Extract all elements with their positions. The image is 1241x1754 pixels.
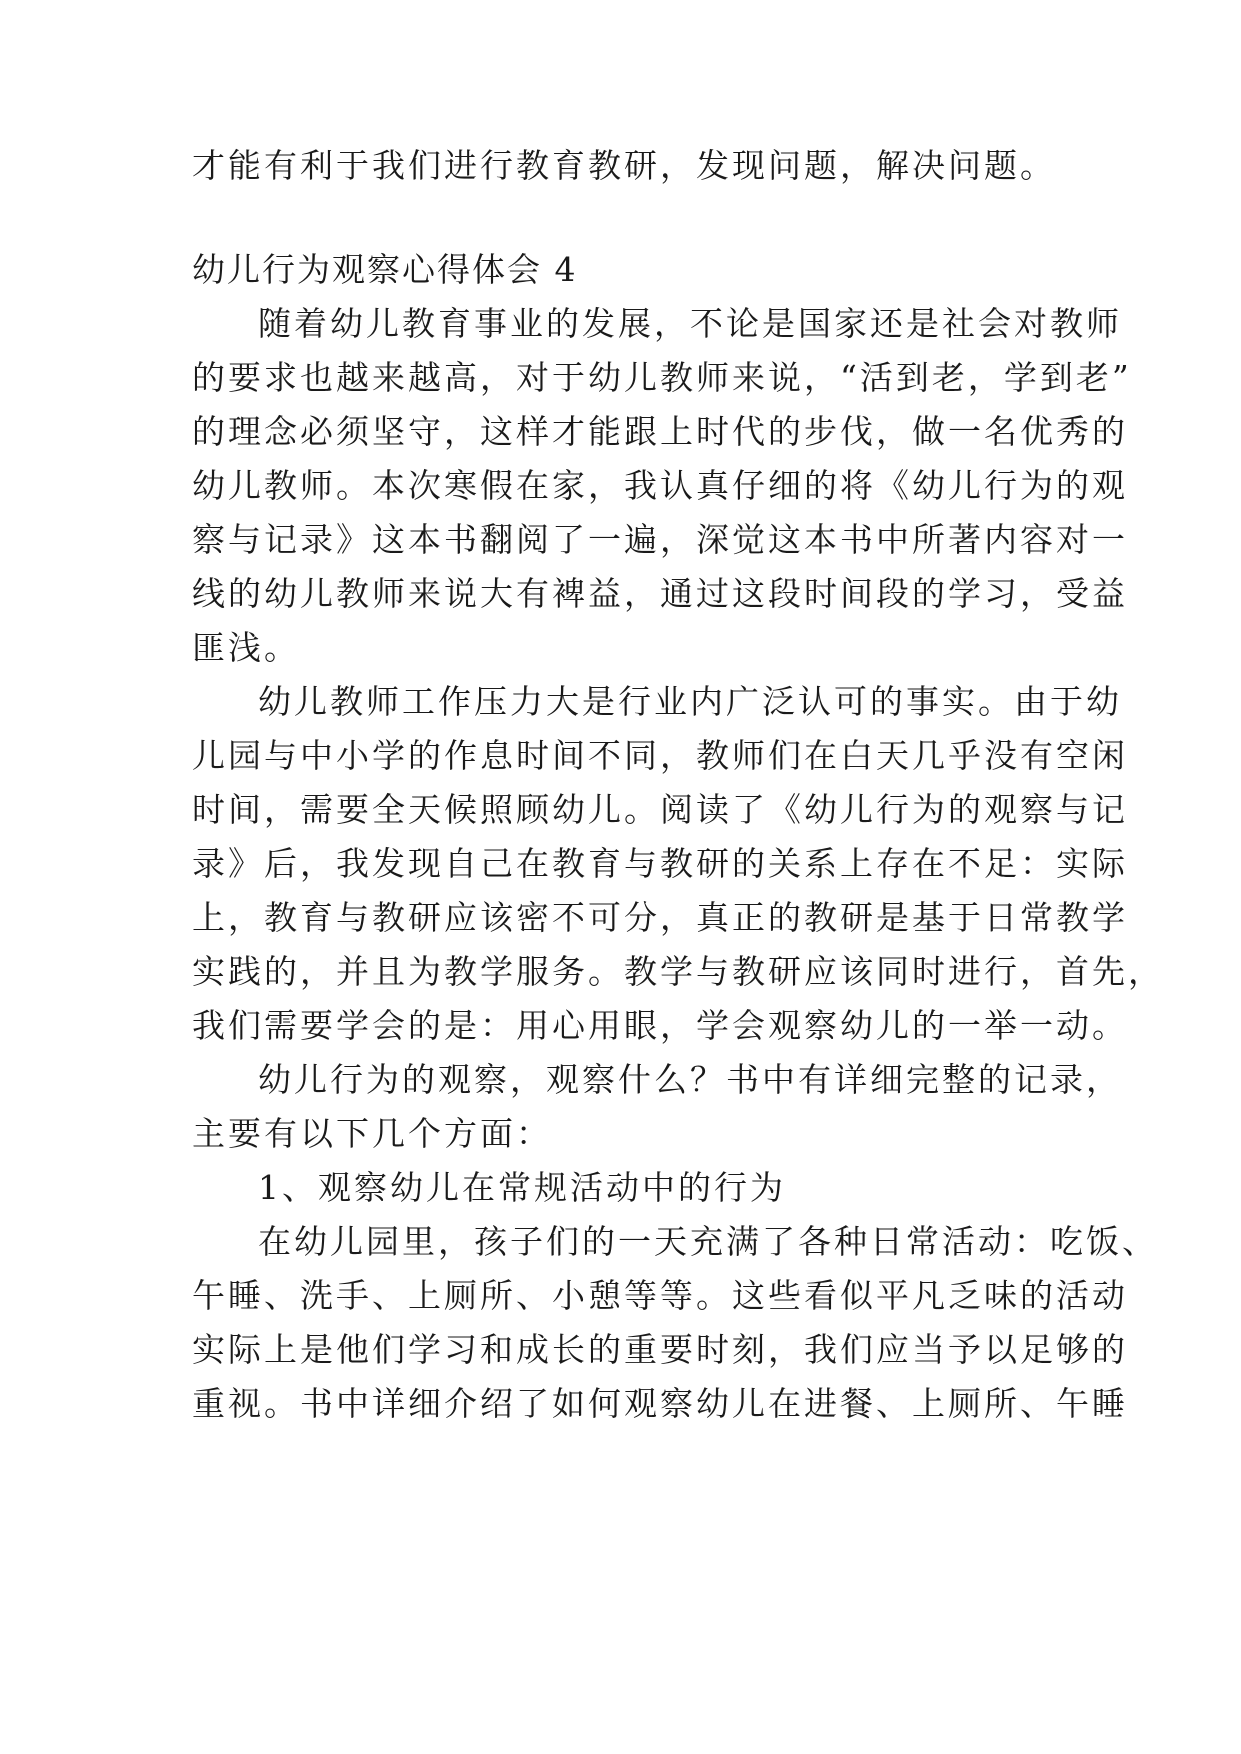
- text-line: 我们需要学会的是：用心用眼，学会观察幼儿的一举一动。: [192, 1006, 1128, 1045]
- text-line: 录》后，我发现自己在教育与教研的关系上存在不足：实际: [192, 844, 1128, 883]
- text-line: 线的幼儿教师来说大有裨益，通过这段时间段的学习，受益: [192, 574, 1128, 613]
- text-line: 儿园与中小学的作息时间不同，教师们在白天几乎没有空闲: [192, 736, 1128, 775]
- text-line: 匪浅。: [192, 628, 300, 667]
- text-line: 午睡、洗手、上厕所、小憩等等。这些看似平凡乏味的活动: [192, 1276, 1128, 1315]
- text-line: 的要求也越来越高，对于幼儿教师来说，“活到老，学到老”: [192, 358, 1132, 397]
- list-item: 1、观察幼儿在常规活动中的行为: [258, 1168, 786, 1207]
- text-line: 上，教育与教研应该密不可分，真正的教研是基于日常教学: [192, 898, 1128, 937]
- text-line: 幼儿教师工作压力大是行业内广泛认可的事实。由于幼: [258, 682, 1122, 721]
- text-line: 幼儿教师。本次寒假在家，我认真仔细的将《幼儿行为的观: [192, 466, 1128, 505]
- text-line: 主要有以下几个方面：: [192, 1114, 552, 1153]
- text-line: 随着幼儿教育事业的发展，不论是国家还是社会对教师: [258, 304, 1122, 343]
- text-line: 的理念必须坚守，这样才能跟上时代的步伐，做一名优秀的: [192, 412, 1128, 451]
- text-line: 实践的，并且为教学服务。教学与教研应该同时进行，首先，: [192, 952, 1164, 991]
- text-line: 重视。书中详细介绍了如何观察幼儿在进餐、上厕所、午睡: [192, 1384, 1128, 1423]
- text-line: 时间，需要全天候照顾幼儿。阅读了《幼儿行为的观察与记: [192, 790, 1128, 829]
- text-line: 在幼儿园里，孩子们的一天充满了各种日常活动：吃饭、: [258, 1222, 1158, 1261]
- text-line: 实际上是他们学习和成长的重要时刻，我们应当予以足够的: [192, 1330, 1128, 1369]
- text-line: 才能有利于我们进行教育教研，发现问题，解决问题。: [192, 146, 1056, 185]
- text-line: 察与记录》这本书翻阅了一遍，深觉这本书中所著内容对一: [192, 520, 1128, 559]
- section-heading: 幼儿行为观察心得体会 4: [192, 250, 578, 289]
- text-line: 幼儿行为的观察，观察什么？书中有详细完整的记录，: [258, 1060, 1122, 1099]
